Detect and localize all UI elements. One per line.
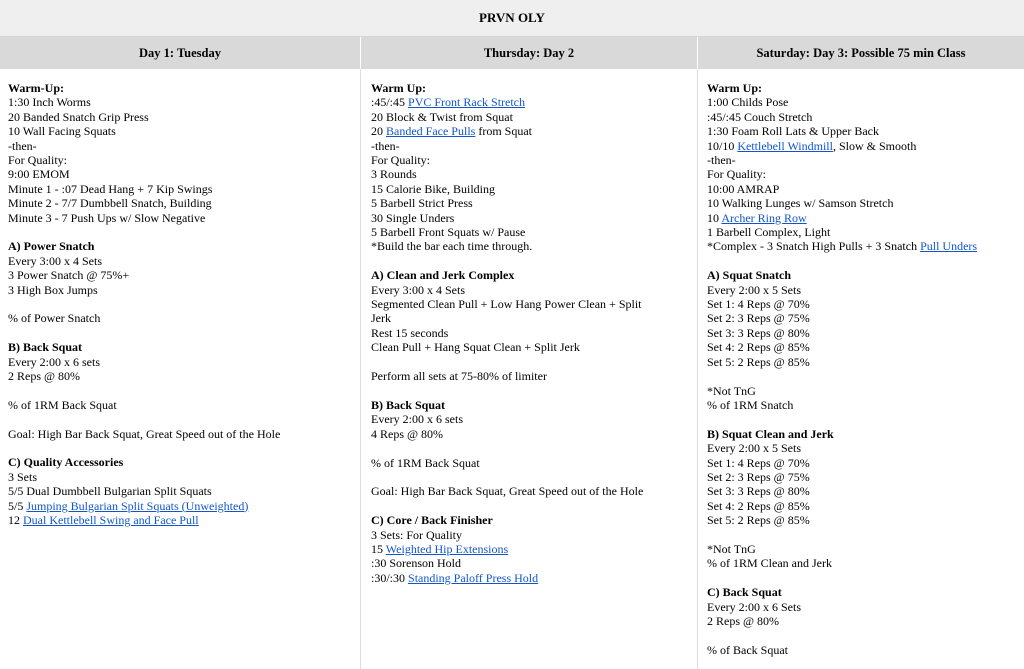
text-line: Every 2:00 x 6 sets [8,354,100,369]
exercise-prefix: 12 [8,513,23,528]
exercise-prefix: :45/:45 [371,95,409,110]
section-heading [371,513,689,527]
text-line: % of 1RM Snatch [707,397,794,412]
spacer [8,441,352,455]
section-heading-text: C) Quality Accessories [8,455,124,470]
program-title: PRVN OLY [0,0,1024,37]
exercise-line [371,542,689,556]
section-heading-text: Warm-Up: [8,81,64,95]
text-line: Clean Pull + Hang Squat Clean + Split Jerk [371,340,580,355]
text-line: Minute 2 - 7/7 Dumbbell Snatch, Building [8,196,212,211]
text-line: % of 1RM Back Squat [8,397,117,412]
text-line: Every 2:00 x 6 Sets [707,599,801,614]
text-line: -then- [371,138,400,153]
section-heading-text: Warm Up: [371,81,426,95]
section-heading [707,81,1016,95]
section-heading [8,81,352,95]
spacer [707,571,1016,585]
header-row [0,37,1024,69]
exercise-link[interactable]: Weighted Hip Extensions [385,541,509,556]
text-line: Every 2:00 x 5 Sets [707,282,801,297]
spacer [707,412,1016,426]
exercise-suffix: from Squat [475,124,532,139]
text-line: Segmented Clean Pull + Low Hang Power Clean + Split [371,297,642,312]
text-line: 5 Barbell Strict Press [371,196,473,211]
spacer [371,441,689,455]
text-line: 3 Power Snatch @ 75%+ [8,268,130,283]
text-line: % of Power Snatch [8,311,101,326]
spacer [371,355,689,369]
day2-header: Thursday: Day 2 [360,37,697,69]
section-heading [8,340,352,354]
spacer [8,412,352,426]
exercise-prefix: :30/:30 [371,570,409,585]
day3-column [697,69,1024,669]
text-line: 1:00 Childs Pose [707,95,789,110]
exercise-link[interactable]: Dual Kettlebell Swing and Face Pull [23,513,199,528]
text-line: Goal: High Bar Back Squat, Great Speed out of the Hole [8,426,281,441]
text-line: % of Back Squat [707,642,788,657]
exercise-prefix: 10 [707,210,722,225]
spacer [707,369,1016,383]
section-heading [371,398,689,412]
text-line: 3 Sets: For Quality [371,527,463,542]
text-line: Set 4: 2 Reps @ 85% [707,498,810,513]
text-line: For Quality: [707,167,766,182]
spacer [371,384,689,398]
text-line: % of 1RM Clean and Jerk [707,556,832,571]
text-line: *Not TnG [707,541,756,556]
exercise-line [707,139,1016,153]
exercise-line [371,571,689,585]
exercise-link[interactable]: Pull Unders [920,239,978,254]
text-line: % of 1RM Back Squat [371,455,480,470]
exercise-line [8,513,352,527]
text-line: 4 Reps @ 80% [371,426,444,441]
spacer [707,254,1016,268]
text-line: 1:30 Inch Worms [8,95,91,110]
text-line: Set 5: 2 Reps @ 85% [707,354,810,369]
text-line: 20 Block & Twist from Squat [371,109,513,124]
text-line: :30 Sorenson Hold [371,556,461,571]
text-line: 10:00 AMRAP [707,181,780,196]
text-line: 1:30 Foam Roll Lats & Upper Back [707,124,879,139]
text-line: Set 3: 3 Reps @ 80% [707,484,810,499]
text-line: 1 Barbell Complex, Light [707,225,831,240]
exercise-link[interactable]: Kettlebell Windmill [737,138,833,153]
exercise-prefix: 10/10 [707,138,738,153]
text-line: Minute 3 - 7 Push Ups w/ Slow Negative [8,210,206,225]
text-line: 2 Reps @ 80% [8,369,81,384]
exercise-link[interactable]: Standing Paloff Press Hold [408,570,539,585]
text-line: Perform all sets at 75-80% of limiter [371,369,547,384]
spacer [371,254,689,268]
spacer [8,383,352,397]
section-heading [371,81,689,95]
text-line: *Build the bar each time through. [371,239,533,254]
text-line: 10 Walking Lunges w/ Samson Stretch [707,196,894,211]
text-line: 3 Rounds [371,167,417,182]
spacer [371,470,689,484]
text-line: Goal: High Bar Back Squat, Great Speed out of the Hole [371,484,644,499]
text-line: Set 2: 3 Reps @ 75% [707,469,810,484]
text-line: -then- [8,138,37,153]
text-line: Minute 1 - :07 Dead Hang + 7 Kip Swings [8,181,213,196]
text-line: Set 2: 3 Reps @ 75% [707,311,810,326]
section-heading-text: Warm Up: [707,81,762,95]
exercise-prefix: 15 [371,541,386,556]
section-heading-text: C) Core / Back Finisher [371,513,493,528]
section-heading-text: C) Back Squat [707,585,782,600]
text-line: 30 Single Unders [371,210,455,225]
spacer [707,528,1016,542]
day1-header: Day 1: Tuesday [139,45,221,60]
exercise-link[interactable]: Banded Face Pulls [386,124,476,139]
text-line: Jerk [371,311,391,326]
spacer [8,297,352,311]
exercise-link[interactable]: Jumping Bulgarian Split Squats (Unweighted) [26,498,249,513]
workout-columns [0,69,1024,669]
section-heading-text: B) Squat Clean and Jerk [707,426,834,441]
exercise-link[interactable]: PVC Front Rack Stretch [408,95,526,110]
text-line: 3 Sets [8,469,38,484]
text-line: For Quality: [371,153,430,168]
text-line: 15 Calorie Bike, Building [371,181,495,196]
section-heading-text: A) Power Snatch [8,239,95,254]
section-heading [707,427,1016,441]
day3-header: Saturday: Day 3: Possible 75 min Class [697,37,1024,69]
text-line: 10 Wall Facing Squats [8,124,116,139]
text-line: 5/5 Dual Dumbbell Bulgarian Split Squats [8,484,212,499]
text-line: Set 3: 3 Reps @ 80% [707,325,810,340]
text-line: 9:00 EMOM [8,167,70,182]
exercise-line [371,124,689,138]
exercise-prefix: *Complex - 3 Snatch High Pulls + 3 Snatch [707,239,921,254]
section-heading-text: B) Back Squat [371,397,446,412]
spacer [707,628,1016,642]
text-line: 5 Barbell Front Squats w/ Pause [371,225,526,240]
section-heading [707,268,1016,282]
text-line: Every 3:00 x 4 Sets [371,282,465,297]
section-heading [8,455,352,469]
text-line: :45/:45 Couch Stretch [707,109,813,124]
exercise-prefix: 20 [371,124,386,139]
section-heading [707,585,1016,599]
exercise-line [8,499,352,513]
day2-column [360,69,697,669]
exercise-line [707,211,1016,225]
section-heading-text: A) Clean and Jerk Complex [371,268,515,283]
section-heading-text: A) Squat Snatch [707,268,792,283]
spacer [8,225,352,239]
section-heading [8,239,352,253]
exercise-suffix: , Slow & Smooth [832,138,917,153]
spacer [8,326,352,340]
exercise-prefix: 5/5 [8,498,27,513]
text-line: 20 Banded Snatch Grip Press [8,109,149,124]
text-line: *Not TnG [707,383,756,398]
exercise-line [707,239,1016,253]
spacer [371,499,689,513]
text-line: Every 3:00 x 4 Sets [8,253,102,268]
section-heading-text: B) Back Squat [8,340,83,355]
exercise-link[interactable]: Archer Ring Row [721,210,807,225]
text-line: For Quality: [8,153,67,168]
text-line: Set 1: 4 Reps @ 70% [707,455,810,470]
text-line: Set 1: 4 Reps @ 70% [707,297,810,312]
text-line: Every 2:00 x 5 Sets [707,441,801,456]
text-line: Set 5: 2 Reps @ 85% [707,513,810,528]
text-line: 2 Reps @ 80% [707,613,780,628]
section-heading [371,268,689,282]
day1-column [0,69,360,669]
text-line: Every 2:00 x 6 sets [371,412,463,427]
text-line: 3 High Box Jumps [8,282,98,297]
text-line: -then- [707,153,736,168]
text-line: Rest 15 seconds [371,325,449,340]
exercise-line [371,95,689,109]
text-line: Set 4: 2 Reps @ 85% [707,340,810,355]
